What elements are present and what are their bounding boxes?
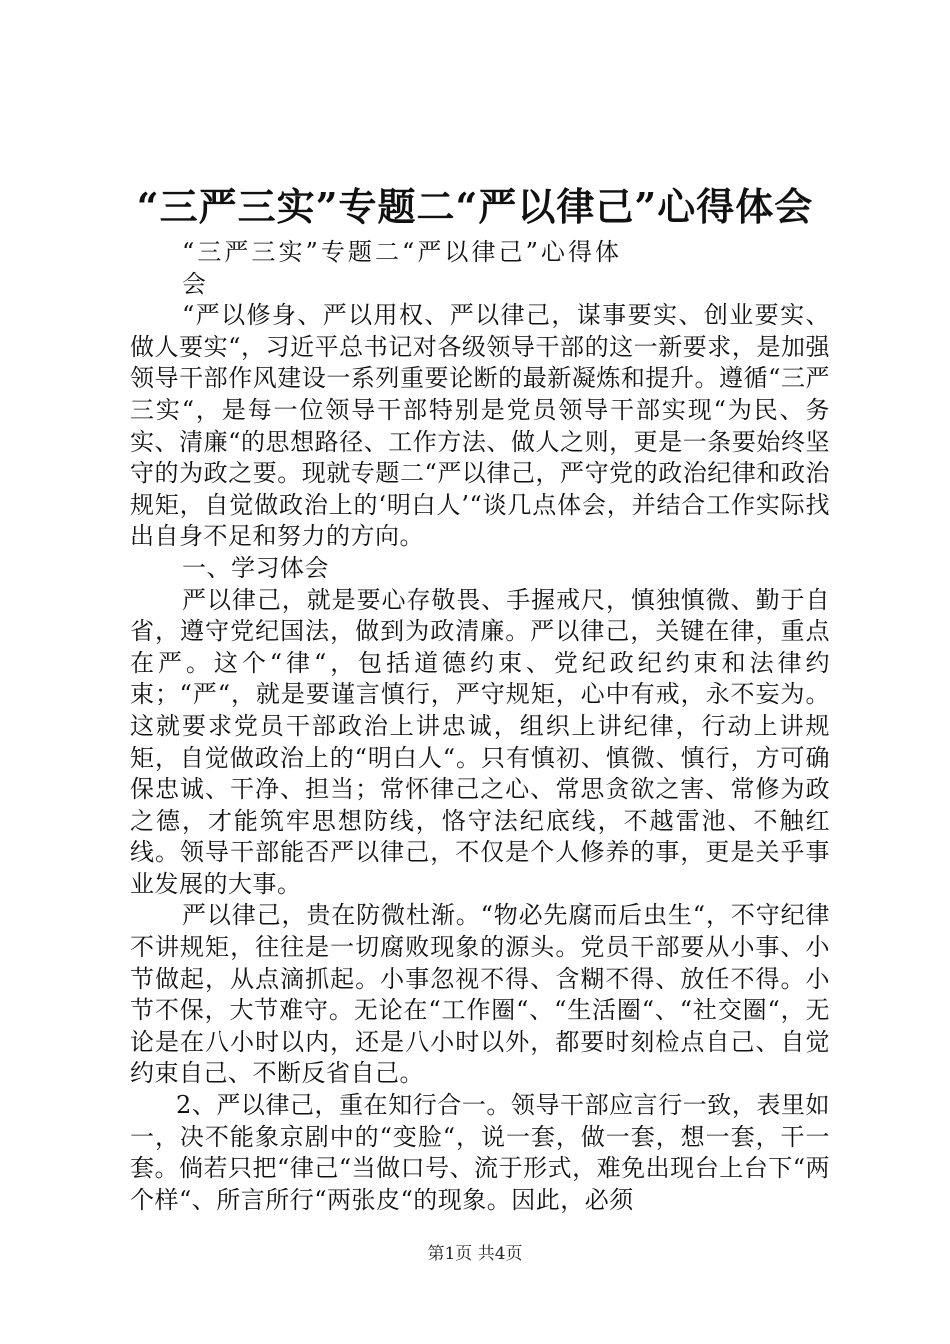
page-footer: 第1页 共4页 <box>427 1244 523 1264</box>
section-heading: 一、学习体会 <box>182 553 329 582</box>
paragraph-prevention: 严以律己，贵在防微杜渐。“物必先腐而后虫生“，不守纪律不讲规矩，往往是一切腐败现象的源头。党员干部要从小事、小节做起，从点滴抓起。小事忽视不得、含糊不得、放任不得。小节不保，大节难守。无论在“工作圈“、“生活圈“、“社交圈“，无论是在八小时以内，还是八小时以外，都要时刻检点自己、自觉约束自己、不断反省自己。 <box>130 901 830 1088</box>
paragraph-consistency: 2、严以律己，重在知行合一。领导干部应言行一致，表里如一，决不能象京剧中的“变脸“，说一套，做一套，想一套，干一套。倘若只把“律己“当做口号、流于形式，难免出现台上台下“两个样“、所言所行“两张皮“的现象。因此，必须 <box>130 1091 830 1214</box>
document-subtitle: “三严三实”专题二“严以律己”心得体会 <box>182 238 622 298</box>
document-body <box>130 237 830 1216</box>
paragraph-discipline: 严以律己，就是要心存敬畏、手握戒尺，慎独慎微、勤于自省，遵守党纪国法，做到为政清廉。严以律己，关键在律，重点在严。这个“律“，包括道德约束、党纪政纪约束和法律约束；“严“，就是要谨言慎行，严守规矩，心中有戒，永不妄为。这就要求党员干部政治上讲忠诚，组织上讲纪律，行动上讲规矩，自觉做政治上的“明白人“。只有慎初、慎微、慎行，方可确保忠诚、干净、担当；常怀律己之心、常思贪欲之害、常修为政之德，才能筑牢思想防线，恪守法纪底线，不越雷池、不触红线。领导干部能否严以律己，不仅是个人修养的事，更是关乎事业发展的大事。 <box>130 585 830 898</box>
paragraph-intro: “严以修身、严以用权、严以律己，谋事要实、创业要实、做人要实“，习近平总书记对各级领导干部的这一新要求，是加强领导干部作风建设一系列重要论断的最新凝炼和提升。遵循“三严三实“，是每一位领导干部特别是党员领导干部实现“为民、务实、清廉“的思想路径、工作方法、做人之则，更是一条要始终坚守的为政之要。现就专题二“严以律己，严守党的政治纪律和政治规矩，自觉做政治上的‘明白人’“谈几点体会，并结合工作实际找出自身不足和努力的方向。 <box>130 301 830 551</box>
document-title: “三严三实”专题二“严以律己”心得体会 <box>136 184 814 229</box>
